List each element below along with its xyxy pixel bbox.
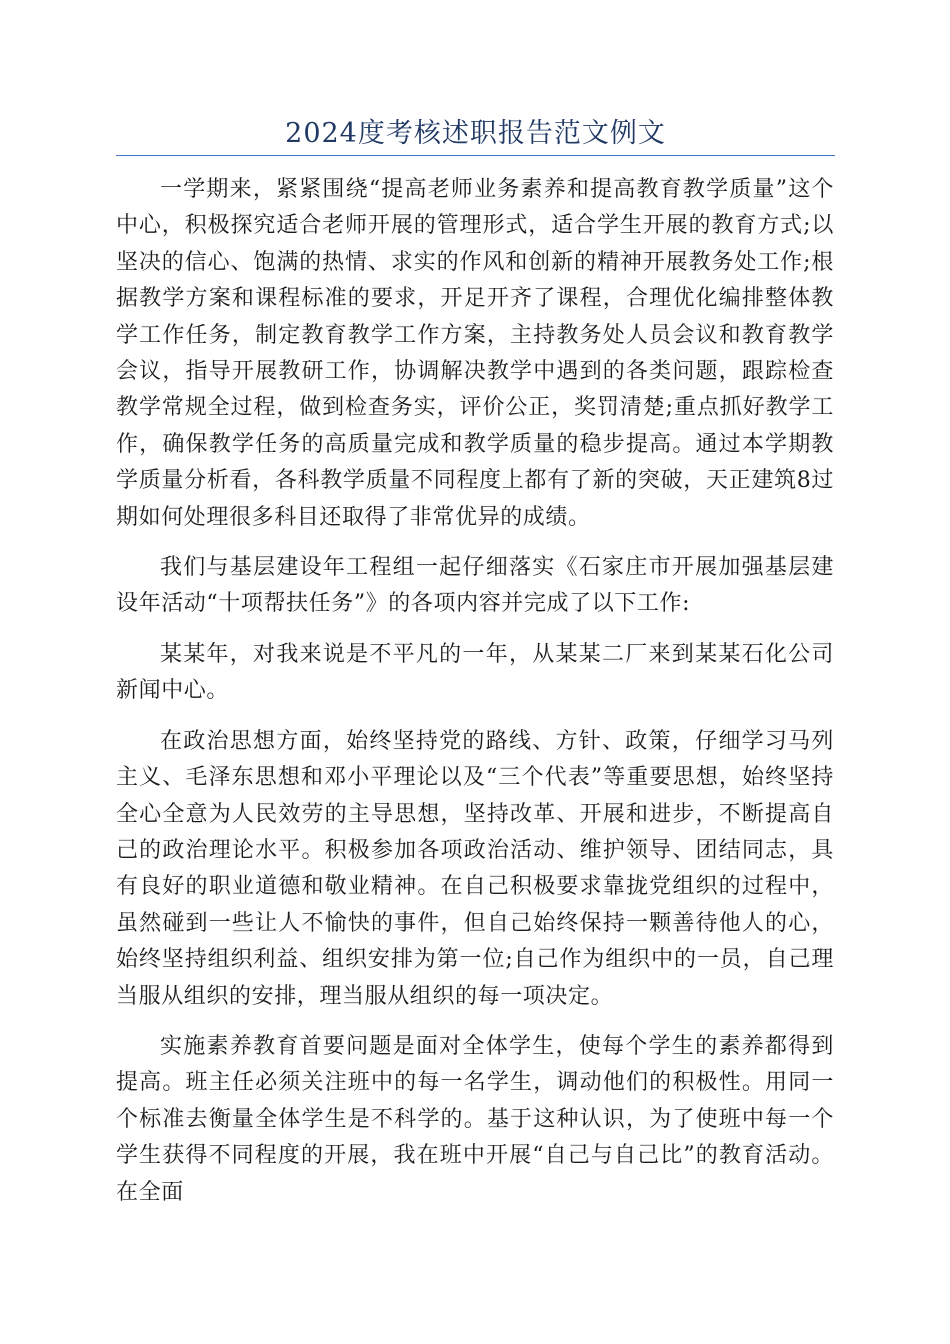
paragraph-3: 某某年，对我来说是不平凡的一年，从某某二厂来到某某石化公司新闻中心。 <box>116 641 834 704</box>
paragraph-1: 一学期来，紧紧围绕“提高老师业务素养和提高教育教学质量”这个中心，积极探究适合老师开展的管理形式，适合学生开展的教育方式;以坚决的信心、饱满的热情、求实的作风和创新的精神开展教务处工作;根据教学方案和课程标准的要求，开足开齐了课程，合理优化编排整体教学工作任务，制定教育教学工作方案，主持教务处人员会议和教育教学会议，指导开展教研工作，协调解决教学中遇到的各类问题，跟踪检查教学常规全过程，做到检查务实，评价公正，奖罚清楚;重点抓好教学工作，确保教学任务的高质量完成和教学质量的稳步提高。通过本学期教学质量分析看，各科教学质量不同程度上都有了新的突破，天正建筑8过期如何处理很多科目还取得了非常优异的成绩。 <box>116 177 834 530</box>
document-title: 2024度考核述职报告范文例文 <box>285 118 666 149</box>
paragraph-4: 在政治思想方面，始终坚持党的路线、方针、政策，仔细学习马列主义、毛泽东思想和邓小平理论以及“三个代表”等重要思想，始终坚持全心全意为人民效劳的主导思想，坚持改革、开展和进步，不断提高自己的政治理论水平。积极参加各项政治活动、维护领导、团结同志，具有良好的职业道德和敬业精神。在自己积极要求靠拢党组织的过程中，虽然碰到一些让人不愉快的事件，但自己始终保持一颗善待他人的心，始终坚持组织利益、组织安排为第一位;自己作为组织中的一员，自己理当服从组织的安排，理当服从组织的每一项决定。 <box>116 728 834 1009</box>
document-body <box>116 172 834 1225</box>
paragraph-2: 我们与基层建设年工程组一起仔细落实《石家庄市开展加强基层建设年活动“十项帮扶任务”》的各项内容并完成了以下工作: <box>116 555 834 617</box>
title-underline <box>116 155 835 156</box>
paragraph-5: 实施素养教育首要问题是面对全体学生，使每个学生的素养都得到提高。班主任必须关注班中的每一名学生，调动他们的积极性。用同一个标准去衡量全体学生是不科学的。基于这种认识，为了使班中每一个学生获得不同程度的开展，我在班中开展“自己与自己比”的教育活动。在全面 <box>116 1033 834 1205</box>
